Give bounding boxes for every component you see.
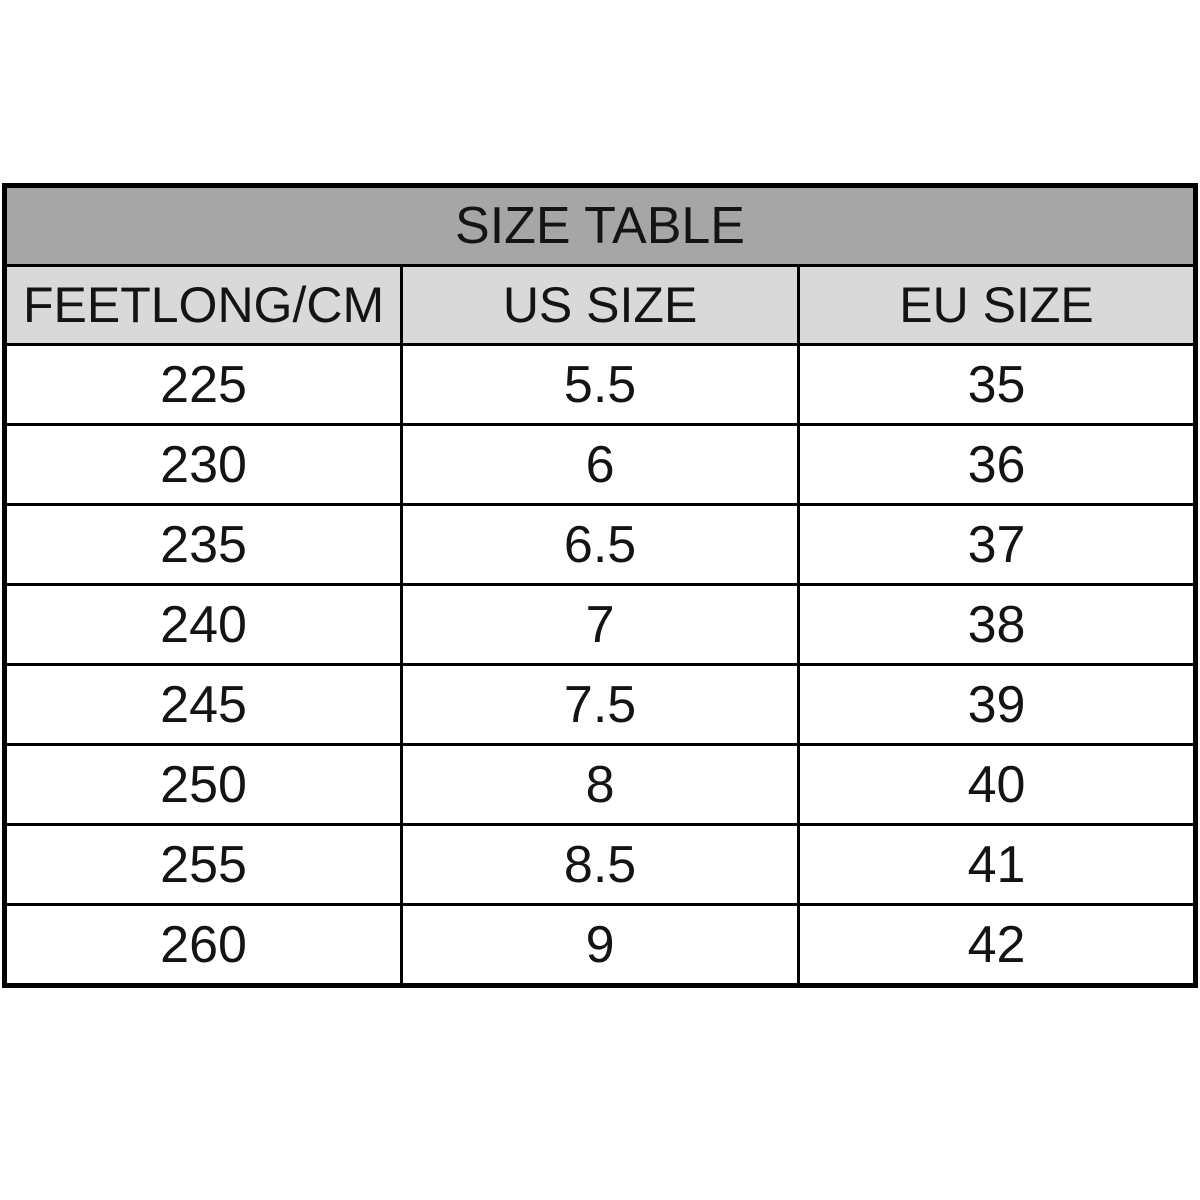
cell-feetlong: 235 xyxy=(5,505,402,585)
table-title: SIZE TABLE xyxy=(5,186,1196,266)
cell-us-size: 8.5 xyxy=(402,825,799,905)
table-row xyxy=(5,585,1196,665)
cell-eu-size: 37 xyxy=(799,505,1196,585)
cell-eu-size: 38 xyxy=(799,585,1196,665)
cell-eu-size: 36 xyxy=(799,425,1196,505)
cell-us-size: 7 xyxy=(402,585,799,665)
column-header-us-size: US SIZE xyxy=(402,266,799,345)
table-row xyxy=(5,665,1196,745)
cell-feetlong: 260 xyxy=(5,905,402,986)
cell-feetlong: 225 xyxy=(5,345,402,425)
table-row xyxy=(5,505,1196,585)
cell-us-size: 7.5 xyxy=(402,665,799,745)
cell-eu-size: 40 xyxy=(799,745,1196,825)
cell-eu-size: 42 xyxy=(799,905,1196,986)
cell-feetlong: 240 xyxy=(5,585,402,665)
cell-eu-size: 35 xyxy=(799,345,1196,425)
cell-feetlong: 250 xyxy=(5,745,402,825)
cell-us-size: 8 xyxy=(402,745,799,825)
cell-feetlong: 255 xyxy=(5,825,402,905)
cell-feetlong: 230 xyxy=(5,425,402,505)
table-title-row xyxy=(5,186,1196,266)
cell-us-size: 6 xyxy=(402,425,799,505)
table-row xyxy=(5,345,1196,425)
table-row xyxy=(5,425,1196,505)
column-header-eu-size: EU SIZE xyxy=(799,266,1196,345)
cell-us-size: 6.5 xyxy=(402,505,799,585)
cell-us-size: 9 xyxy=(402,905,799,986)
column-header-feetlong-cm: FEETLONG/CM xyxy=(5,266,402,345)
table-header-row xyxy=(5,266,1196,345)
cell-eu-size: 41 xyxy=(799,825,1196,905)
cell-eu-size: 39 xyxy=(799,665,1196,745)
cell-feetlong: 245 xyxy=(5,665,402,745)
table-row xyxy=(5,905,1196,986)
table-row xyxy=(5,825,1196,905)
cell-us-size: 5.5 xyxy=(402,345,799,425)
table-row xyxy=(5,745,1196,825)
size-table xyxy=(2,183,1198,988)
